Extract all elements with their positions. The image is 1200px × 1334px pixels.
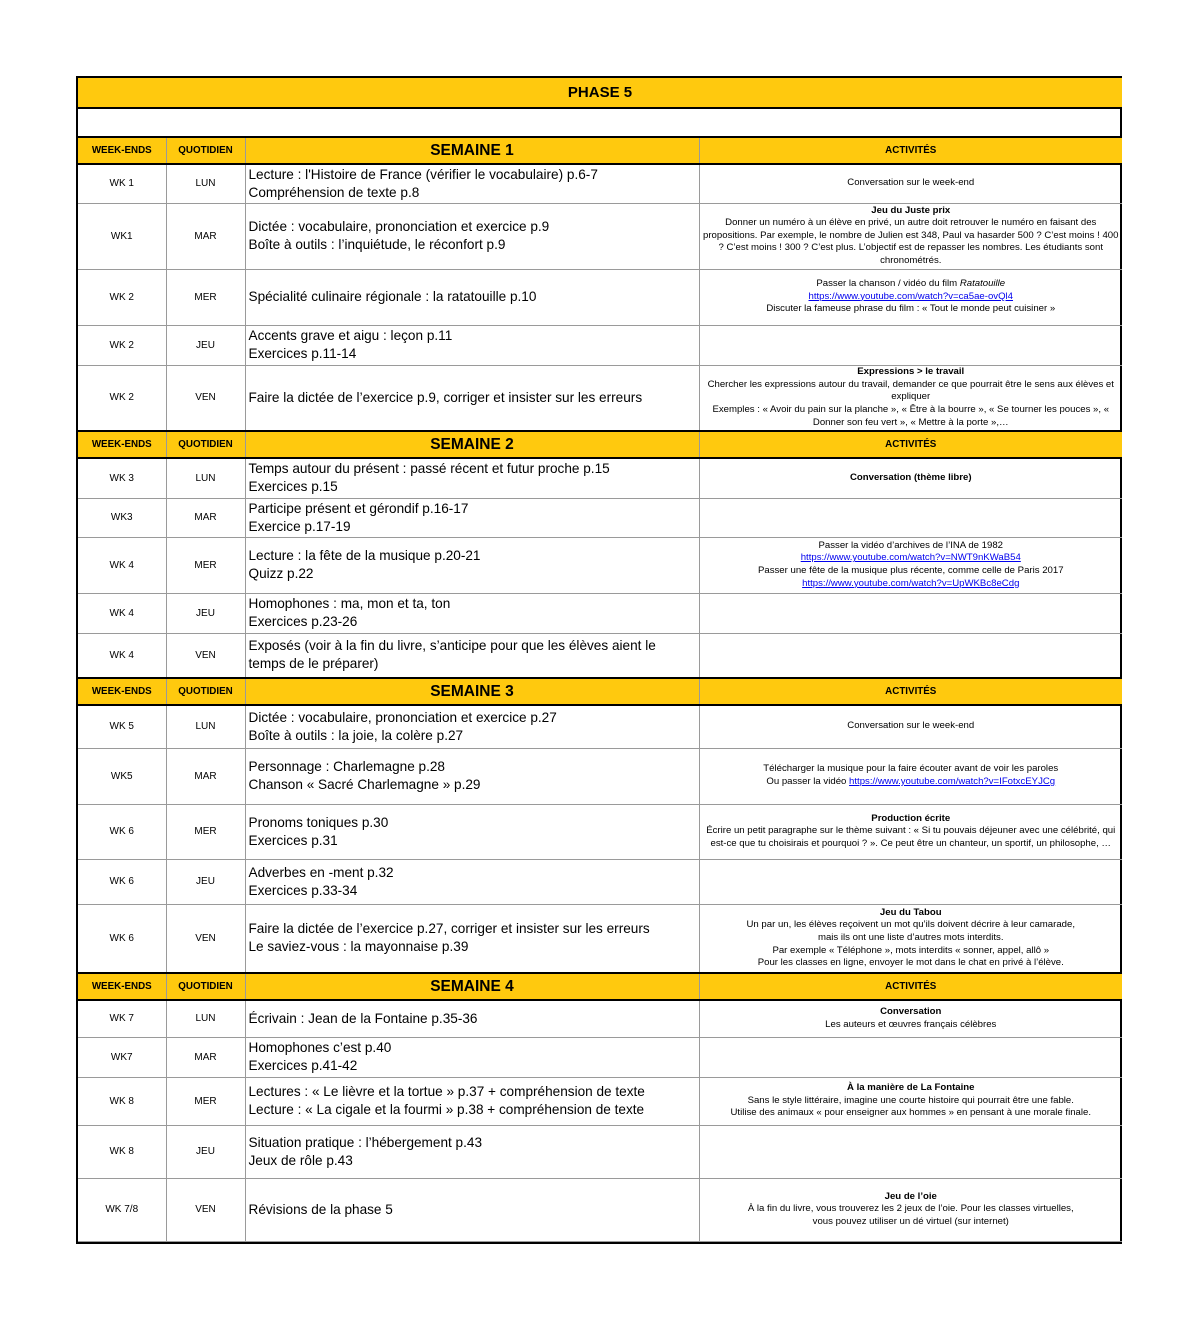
day-cell: VEN [166, 365, 245, 431]
weekend-cell: WK3 [78, 498, 166, 537]
week-title: SEMAINE 3 [245, 678, 699, 705]
lesson-line: Boîte à outils : l’inquiétude, le réconfort p.9 [248, 237, 506, 252]
activities-header: ACTIVITÉS [699, 137, 1122, 164]
lesson-line: Exercice p.17-19 [248, 518, 351, 534]
activity-text: vous pouvez utiliser un dé virtuel (sur internet) [812, 1215, 1009, 1227]
activity-title: Jeu du Juste prix [871, 204, 951, 216]
activity-cell [699, 1037, 1122, 1077]
day-cell: VEN [166, 633, 245, 678]
activity-cell [699, 537, 1122, 593]
week-title: SEMAINE 1 [245, 137, 699, 164]
lesson-line: Faire la dictée de l’exercice p.9, corriger et insister sur les erreurs [248, 389, 643, 405]
blank-cell [78, 108, 1122, 137]
day-cell: MAR [166, 498, 245, 537]
activity-line [703, 379, 1120, 404]
lesson-cell [245, 859, 699, 904]
lesson-cell [245, 458, 699, 498]
activity-text: Passer la vidéo d’archives de l’INA de 1982 [818, 539, 1004, 551]
activity-cell [699, 269, 1122, 325]
video-link[interactable]: https://www.youtube.com/watch?v=NWT9nKWaB54 [800, 552, 1021, 564]
week-title: SEMAINE 4 [245, 973, 699, 1000]
lesson-line: Exercices p.33-34 [248, 882, 358, 898]
lesson-line: Exercices p.15 [248, 479, 338, 495]
day-cell: MAR [166, 748, 245, 804]
lesson-cell [245, 498, 699, 537]
lesson-cell [245, 1077, 699, 1125]
lesson-line: Lecture : l'Histoire de France (vérifier le vocabulaire) p.6-7 [248, 166, 598, 182]
lesson-cell [245, 1037, 699, 1077]
weekend-cell: WK 3 [78, 458, 166, 498]
weekend-cell: WK 4 [78, 633, 166, 678]
activity-line [703, 776, 1120, 789]
lesson-line: Accents grave et aigu : leçon p.11 [248, 328, 453, 343]
activity-line [703, 278, 1120, 291]
lesson-cell [245, 1000, 699, 1037]
lesson-line: Exercices p.31 [248, 832, 338, 848]
lesson-cell [245, 537, 699, 593]
activity-cell [699, 365, 1122, 431]
activity-cell [699, 1077, 1122, 1125]
weekends-header: WEEK-ENDS [78, 431, 166, 458]
lesson-line: Exercices p.11-14 [248, 346, 357, 361]
schedule-row [78, 593, 1122, 633]
activity-text: Conversation sur le week-end [847, 177, 975, 189]
activity-title: Production écrite [871, 812, 951, 824]
video-link[interactable]: https://www.youtube.com/watch?v=IFotxcEYJCg [849, 776, 1056, 787]
schedule-row [78, 804, 1122, 859]
schedule-row [78, 705, 1122, 748]
activity-title: Conversation [880, 1006, 942, 1018]
activity-text: Sans le style littéraire, imagine une courte histoire qui pourrait être une fable. [747, 1094, 1074, 1106]
day-cell: JEU [166, 325, 245, 365]
lesson-line: Homophones : ma, mon et ta, ton [248, 596, 451, 611]
lesson-cell [245, 203, 699, 269]
day-cell: VEN [166, 904, 245, 973]
schedule-row [78, 537, 1122, 593]
weekend-cell: WK5 [78, 748, 166, 804]
schedule-row [78, 748, 1122, 804]
activity-line [703, 217, 1120, 267]
weekend-cell: WK 2 [78, 325, 166, 365]
weekends-header: WEEK-ENDS [78, 973, 166, 1000]
day-cell: VEN [166, 1178, 245, 1241]
weekend-cell: WK 6 [78, 859, 166, 904]
activity-cell [699, 325, 1122, 365]
day-cell: LUN [166, 705, 245, 748]
activity-text: Ou passer la vidéo [766, 776, 850, 787]
week-header-row [78, 973, 1122, 1000]
activity-line [703, 957, 1120, 970]
activities-header: ACTIVITÉS [699, 431, 1122, 458]
activity-cell [699, 804, 1122, 859]
lesson-line: Lecture : la fête de la musique p.20-21 [248, 548, 481, 563]
lesson-line: Compréhension de texte p.8 [248, 184, 420, 200]
lesson-cell [245, 1178, 699, 1241]
lesson-line: Adverbes en -ment p.32 [248, 864, 394, 880]
activity-line [703, 919, 1120, 932]
activity-text: Donner un numéro à un élève en privé, un autre doit retrouver le numéro en faisant des propositions. Par exemple, le nombre de Julien est 348, Paul va hasarder 500 ? C’est moins ! 400 ? C’est moins ! 300 ? C’est plus. L’objectif est de repasser les nombres. Les étudiants sont chronométrés. [703, 217, 1119, 266]
daily-header: QUOTIDIEN [166, 137, 245, 164]
activity-text: Passer une fête de la musique plus récente, comme celle de Paris 2017 [757, 565, 1064, 576]
activity-text: Par exemple « Téléphone », mots interdits « sonner, appel, allô » [772, 944, 1050, 956]
schedule-row [78, 458, 1122, 498]
activity-text: Télécharger la musique pour la faire écouter avant de voir les paroles [763, 763, 1059, 775]
activity-line [703, 932, 1120, 945]
lesson-line: Lecture : « La cigale et la fourmi » p.38 + compréhension de texte [248, 1102, 645, 1117]
activity-cell [699, 593, 1122, 633]
activity-cell [699, 748, 1122, 804]
activity-text: Chercher les expressions autour du travail, demander ce que pourrait être le sens aux élèves et expliquer [707, 378, 1114, 403]
day-cell: LUN [166, 164, 245, 203]
daily-header: QUOTIDIEN [166, 973, 245, 1000]
activity-line [703, 1107, 1120, 1120]
activities-header: ACTIVITÉS [699, 678, 1122, 705]
activity-line [703, 945, 1120, 958]
weekend-cell: WK 7 [78, 1000, 166, 1037]
day-cell: JEU [166, 593, 245, 633]
schedule-row [78, 1178, 1122, 1241]
lesson-cell [245, 633, 699, 678]
lesson-line: Jeux de rôle p.43 [248, 1152, 353, 1168]
schedule-row [78, 325, 1122, 365]
schedule-row [78, 365, 1122, 431]
planning-table [78, 78, 1122, 1242]
activity-line [703, 565, 1120, 578]
day-cell: MER [166, 269, 245, 325]
activity-cell [699, 1178, 1122, 1241]
lesson-line: Exercices p.41-42 [248, 1058, 358, 1073]
lesson-line: Pronoms toniques p.30 [248, 814, 389, 830]
activity-line [703, 177, 1120, 190]
activity-text: Conversation sur le week-end [847, 720, 975, 732]
activity-line [703, 825, 1120, 850]
schedule-row [78, 1077, 1122, 1125]
activity-title: Expressions > le travail [857, 366, 965, 378]
weekend-cell: WK 2 [78, 269, 166, 325]
activity-text: Utilise des animaux « pour enseigner aux hommes » en pensant à une morale finale. [730, 1107, 1092, 1119]
weekend-cell: WK 4 [78, 537, 166, 593]
lesson-line: Boîte à outils : la joie, la colère p.27 [248, 727, 464, 743]
film-title: Ratatouille [959, 278, 1006, 290]
activity-text: Pour les classes en ligne, envoyer le mot dans le chat en privé à l’élève. [757, 957, 1064, 969]
activity-cell [699, 633, 1122, 678]
lesson-line: Exercices p.23-26 [248, 614, 358, 629]
lesson-line: Dictée : vocabulaire, prononciation et exercice p.9 [248, 219, 550, 234]
activity-cell [699, 498, 1122, 537]
schedule-row [78, 498, 1122, 537]
lesson-line: Quizz p.22 [248, 566, 314, 581]
blank-row [78, 108, 1122, 137]
lesson-line: Homophones c’est p.40 [248, 1040, 392, 1055]
activity-cell [699, 904, 1122, 973]
video-link[interactable]: https://www.youtube.com/watch?v=ca5ae-ovQl4 [808, 290, 1014, 302]
lesson-cell [245, 748, 699, 804]
weekend-cell: WK 8 [78, 1077, 166, 1125]
lesson-cell [245, 705, 699, 748]
schedule-row [78, 904, 1122, 973]
activity-line [703, 404, 1120, 429]
lesson-line: Le saviez-vous : la mayonnaise p.39 [248, 939, 469, 955]
activity-text: Discuter la fameuse phrase du film : « Tout le monde peut cuisiner » [766, 303, 1056, 315]
activity-line [703, 720, 1120, 733]
schedule-row [78, 164, 1122, 203]
weekend-cell: WK 4 [78, 593, 166, 633]
activity-cell [699, 458, 1122, 498]
activity-title: Conversation (thème libre) [849, 471, 972, 483]
activity-cell [699, 164, 1122, 203]
lesson-line: Lectures : « Le lièvre et la tortue » p.37 + compréhension de texte [248, 1084, 645, 1099]
activity-text: mais ils ont une liste d’autres mots interdits. [817, 931, 1004, 943]
lesson-cell [245, 804, 699, 859]
weekend-cell: WK 2 [78, 365, 166, 431]
activity-line [703, 540, 1120, 553]
weekend-cell: WK 7/8 [78, 1178, 166, 1241]
lesson-line: Écrivain : Jean de la Fontaine p.35-36 [248, 1010, 478, 1026]
day-cell: JEU [166, 1125, 245, 1178]
lesson-cell [245, 325, 699, 365]
day-cell: JEU [166, 859, 245, 904]
lesson-line: Dictée : vocabulaire, prononciation et exercice p.27 [248, 709, 557, 725]
schedule-row [78, 203, 1122, 269]
weekend-cell: WK 8 [78, 1125, 166, 1178]
schedule-row [78, 269, 1122, 325]
activity-text: Passer la chanson / vidéo du film [816, 278, 960, 290]
activity-cell [699, 859, 1122, 904]
lesson-line: Spécialité culinaire régionale : la ratatouille p.10 [248, 289, 537, 304]
day-cell: LUN [166, 458, 245, 498]
activity-text: Exemples : « Avoir du pain sur la planche », « Être à la bourre », « Se tourner les pouces », « Donner son feu vert », « Mettre à la porte »,… [712, 404, 1110, 428]
activity-title: Jeu du Tabou [879, 906, 942, 918]
lesson-line: Exposés (voir à la fin du livre, s’anticipe pour que les élèves aient le temps de le préparer) [248, 638, 656, 672]
daily-header: QUOTIDIEN [166, 678, 245, 705]
lesson-line: Faire la dictée de l’exercice p.27, corriger et insister sur les erreurs [248, 921, 650, 937]
planning-sheet [76, 76, 1122, 1244]
lesson-cell [245, 904, 699, 973]
weekend-cell: WK7 [78, 1037, 166, 1077]
weekend-cell: WK1 [78, 203, 166, 269]
week-title: SEMAINE 2 [245, 431, 699, 458]
phase-title-row [78, 78, 1122, 108]
activity-text: Un par un, les élèves reçoivent un mot qu’ils doivent décrire à leur camarade, [746, 919, 1075, 931]
lesson-cell [245, 269, 699, 325]
lesson-cell [245, 593, 699, 633]
week-header-row [78, 678, 1122, 705]
day-cell: MER [166, 537, 245, 593]
activity-cell [699, 705, 1122, 748]
day-cell: MER [166, 804, 245, 859]
activity-line [703, 1095, 1120, 1108]
week-header-row [78, 137, 1122, 164]
activity-cell [699, 1125, 1122, 1178]
schedule-row [78, 1037, 1122, 1077]
activities-header: ACTIVITÉS [699, 973, 1122, 1000]
day-cell: LUN [166, 1000, 245, 1037]
lesson-cell [245, 164, 699, 203]
weekend-cell: WK 5 [78, 705, 166, 748]
weekend-cell: WK 6 [78, 804, 166, 859]
week-header-row [78, 431, 1122, 458]
lesson-cell [245, 365, 699, 431]
lesson-cell [245, 1125, 699, 1178]
activity-title: À la manière de La Fontaine [847, 1082, 975, 1094]
schedule-row [78, 1000, 1122, 1037]
planning-body [78, 78, 1122, 1241]
activity-title: Jeu de l’oie [884, 1190, 937, 1202]
schedule-row [78, 1125, 1122, 1178]
activity-cell [699, 203, 1122, 269]
lesson-line: Participe présent et gérondif p.16-17 [248, 500, 469, 516]
weekend-cell: WK 6 [78, 904, 166, 973]
lesson-line: Révisions de la phase 5 [248, 1201, 393, 1217]
weekends-header: WEEK-ENDS [78, 137, 166, 164]
day-cell: MER [166, 1077, 245, 1125]
weekend-cell: WK 1 [78, 164, 166, 203]
lesson-line: Chanson « Sacré Charlemagne » p.29 [248, 777, 481, 792]
schedule-row [78, 633, 1122, 678]
activity-text: Les auteurs et œuvres français célèbres [825, 1018, 997, 1030]
activity-cell [699, 1000, 1122, 1037]
activity-text: Écrire un petit paragraphe sur le thème suivant : « Si tu pouvais déjeuner avec une célébrité, qui est-ce que tu choisirais et pourquoi ? ». Ce peut être un chanteur, un sportif, un philosophe, … [706, 825, 1116, 849]
phase-title: PHASE 5 [78, 78, 1122, 108]
activity-line [703, 763, 1120, 776]
weekends-header: WEEK-ENDS [78, 678, 166, 705]
activity-line [703, 1203, 1120, 1216]
daily-header: QUOTIDIEN [166, 431, 245, 458]
activity-line [703, 303, 1120, 316]
activity-text: À la fin du livre, vous trouverez les 2 jeux de l’oie. Pour les classes virtuelles, [747, 1203, 1074, 1215]
day-cell: MAR [166, 1037, 245, 1077]
day-cell: MAR [166, 203, 245, 269]
activity-line [703, 1216, 1120, 1229]
schedule-row [78, 859, 1122, 904]
lesson-line: Situation pratique : l’hébergement p.43 [248, 1134, 483, 1150]
video-link[interactable]: https://www.youtube.com/watch?v=UpWKBc8eCdg [802, 577, 1020, 589]
lesson-line: Temps autour du présent : passé récent et futur proche p.15 [248, 461, 610, 477]
activity-line [703, 1019, 1120, 1032]
lesson-line: Personnage : Charlemagne p.28 [248, 759, 445, 774]
